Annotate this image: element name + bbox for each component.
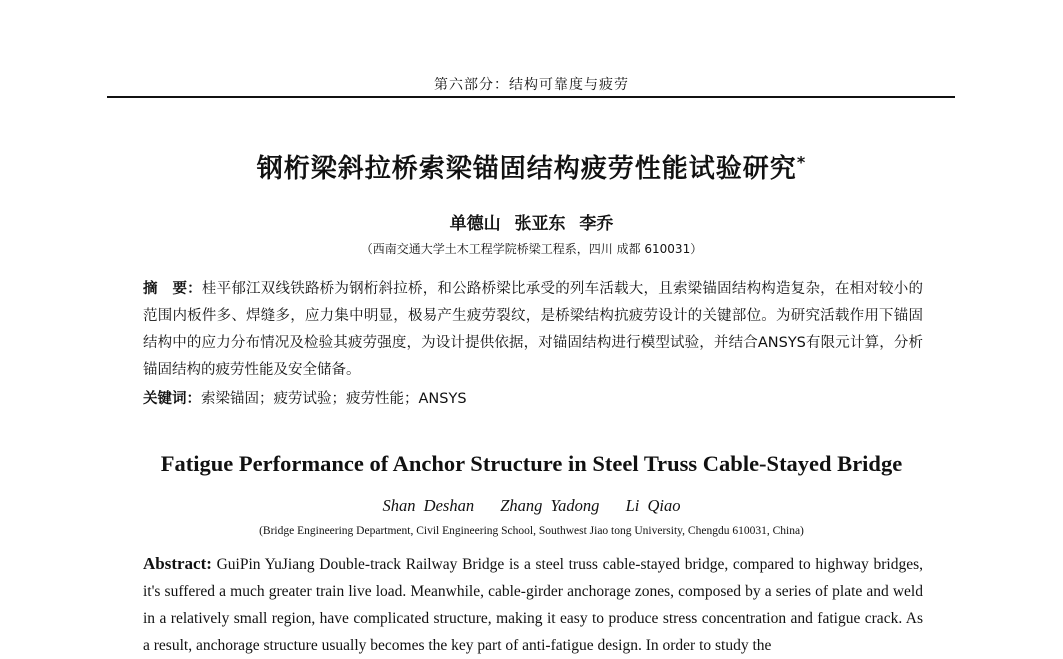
english-author: Li Qiao [625, 496, 681, 515]
chinese-abstract-label: 摘 要： [143, 281, 202, 297]
chinese-title [0, 148, 1063, 185]
chinese-authors [0, 209, 1063, 234]
chinese-abstract [143, 276, 923, 384]
english-abstract [143, 550, 923, 659]
chinese-keywords-label: 关键词： [143, 391, 201, 407]
chinese-author: 李乔 [579, 214, 614, 234]
english-authors [0, 496, 1063, 516]
chinese-keywords-text: 索梁锚固；疲劳试验；疲劳性能；ANSYS [201, 391, 467, 407]
english-abstract-text: GuiPin YuJiang Double-track Railway Bridge is a steel truss cable-stayed bridge, compared to highway bridges, it's suffered a much greater train live load. Meanwhile, cable-girder anchorage zones, composed by a series of plate and weld in a relatively small region, have complicated structure, making it easy to produce stress concentration and fatigue crack. As a result, anchorage structure usually becomes the key part of anti-fatigue design. In order to study the [143, 556, 923, 654]
chinese-title-text: 钢桁梁斜拉桥索梁锚固结构疲劳性能试验研究 [256, 154, 797, 184]
english-author: Zhang Yadong [500, 496, 600, 515]
english-author: Shan Deshan [382, 496, 475, 515]
header-rule [107, 96, 955, 98]
chinese-affiliation: （西南交通大学土木工程学院桥梁工程系，四川 成都 610031） [360, 242, 703, 256]
english-title: Fatigue Performance of Anchor Structure in Steel Truss Cable-Stayed Bridge [160, 451, 903, 476]
title-footnote-mark: * [796, 152, 807, 172]
english-abstract-label: Abstract: [143, 554, 212, 573]
chinese-author: 张亚东 [514, 214, 566, 234]
chinese-keywords [143, 387, 923, 408]
chinese-author: 单德山 [449, 214, 501, 234]
english-affiliation: (Bridge Engineering Department, Civil Engineering School, Southwest Jiao tong University, Chengdu 610031, China) [259, 525, 804, 537]
chinese-abstract-text: 桂平郁江双线铁路桥为钢桁斜拉桥，和公路桥梁比承受的列车活载大，且索梁锚固结构构造复杂，在相对较小的范围内板件多、焊缝多，应力集中明显，极易产生疲劳裂纹，是桥梁结构抗疲劳设计的关键部位。为研究活载作用下锚固结构中的应力分布情况及检验其疲劳强度，为设计提供依据，对锚固结构进行模型试验，并结合ANSYS有限元计算，分析锚固结构的疲劳性能及安全储备。 [143, 281, 924, 378]
running-head: 第六部分：结构可靠度与疲劳 [434, 77, 629, 93]
